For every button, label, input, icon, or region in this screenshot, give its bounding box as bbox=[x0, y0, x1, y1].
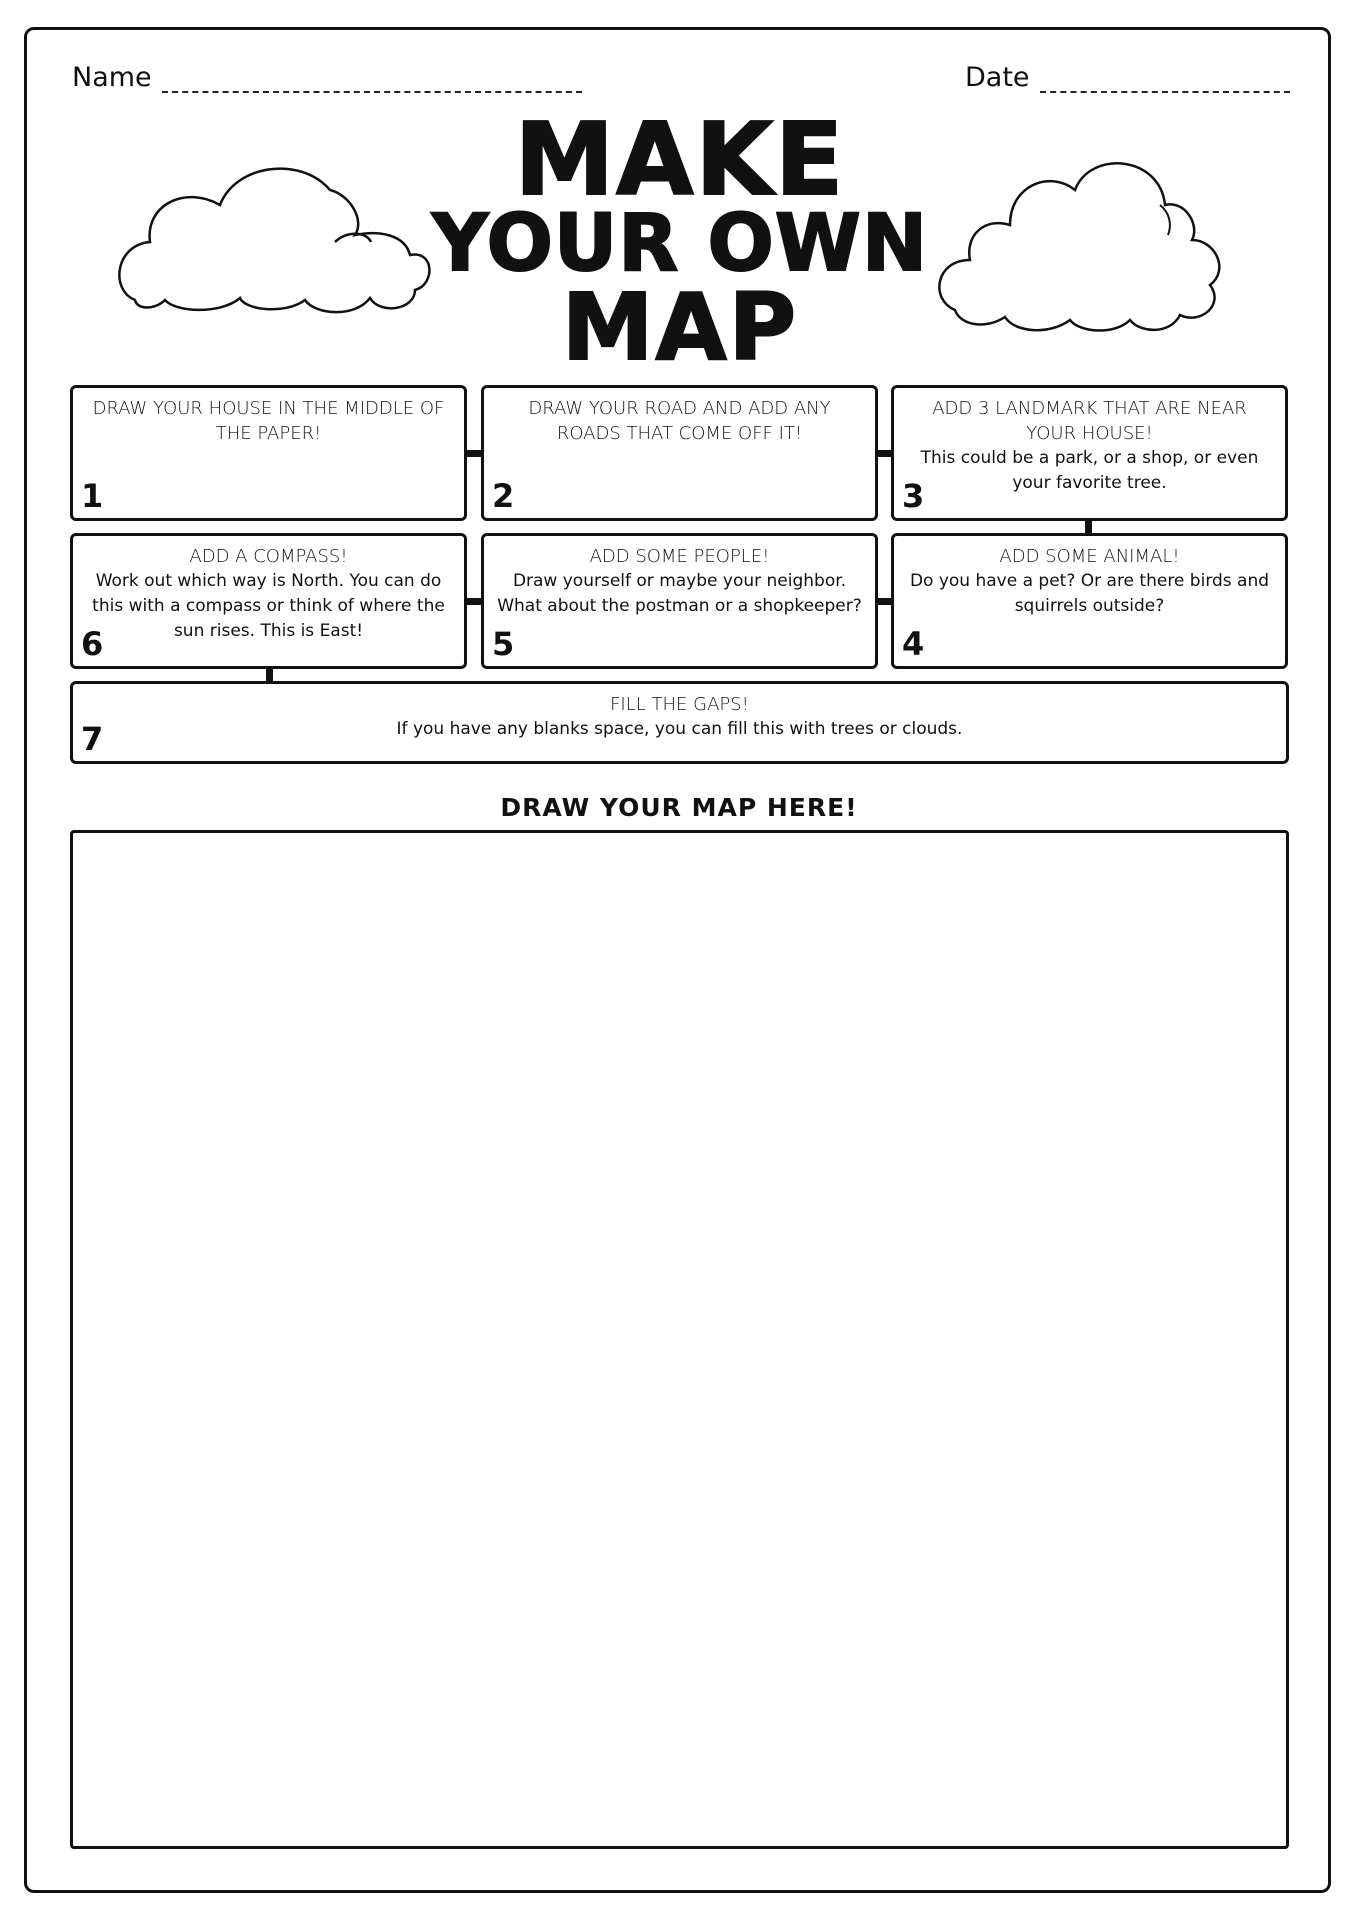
map-drawing-area[interactable] bbox=[70, 830, 1289, 1849]
step-heading: ADD SOME ANIMAL! bbox=[999, 546, 1180, 567]
name-label: Name bbox=[72, 62, 152, 93]
step-3 bbox=[891, 385, 1288, 521]
date-label: Date bbox=[965, 62, 1030, 93]
name-line[interactable] bbox=[162, 69, 582, 93]
map-heading: DRAW YOUR MAP HERE! bbox=[500, 793, 858, 822]
step-body: This could be a park, or a shop, or even your favorite tree. bbox=[920, 448, 1259, 493]
step-2 bbox=[481, 385, 878, 521]
title-line-1: MAKE bbox=[514, 101, 846, 218]
step-number: 4 bbox=[902, 625, 925, 663]
step-4 bbox=[891, 533, 1288, 669]
step-body: Draw yourself or maybe your neighbor. What about the postman or a shopkeeper? bbox=[497, 571, 862, 616]
step-5 bbox=[481, 533, 878, 669]
step-number: 7 bbox=[81, 720, 104, 758]
step-number: 6 bbox=[81, 625, 104, 663]
step-number: 3 bbox=[902, 477, 925, 515]
step-number: 2 bbox=[492, 477, 515, 515]
step-heading: ADD 3 LANDMARK THAT ARE NEAR YOUR HOUSE! bbox=[932, 398, 1247, 444]
step-heading: ADD A COMPASS! bbox=[189, 546, 348, 567]
step-heading: FILL THE GAPS! bbox=[610, 694, 749, 715]
step-7 bbox=[70, 681, 1289, 764]
step-body: Do you have a pet? Or are there birds and squirrels outside? bbox=[909, 571, 1270, 616]
step-number: 1 bbox=[81, 477, 104, 515]
step-number: 5 bbox=[492, 625, 515, 663]
step-heading: ADD SOME PEOPLE! bbox=[589, 546, 770, 567]
cloud-icon bbox=[115, 150, 435, 320]
name-field[interactable] bbox=[72, 62, 582, 93]
step-body: Work out which way is North. You can do this with a compass or think of where the sun rises. This is East! bbox=[92, 571, 445, 641]
date-field[interactable] bbox=[965, 62, 1290, 93]
step-heading: DRAW YOUR ROAD AND ADD ANY ROADS THAT COME OFF IT! bbox=[528, 398, 831, 444]
cloud-icon bbox=[930, 145, 1225, 335]
step-1 bbox=[70, 385, 467, 521]
date-line[interactable] bbox=[1040, 69, 1290, 93]
title-line-3: MAP bbox=[561, 274, 799, 381]
step-6 bbox=[70, 533, 467, 669]
title-line-2: YOUR OWN bbox=[431, 199, 929, 289]
step-body: If you have any blanks space, you can fill this with trees or clouds. bbox=[396, 719, 963, 739]
step-heading: DRAW YOUR HOUSE IN THE MIDDLE OF THE PAPER! bbox=[92, 398, 445, 444]
